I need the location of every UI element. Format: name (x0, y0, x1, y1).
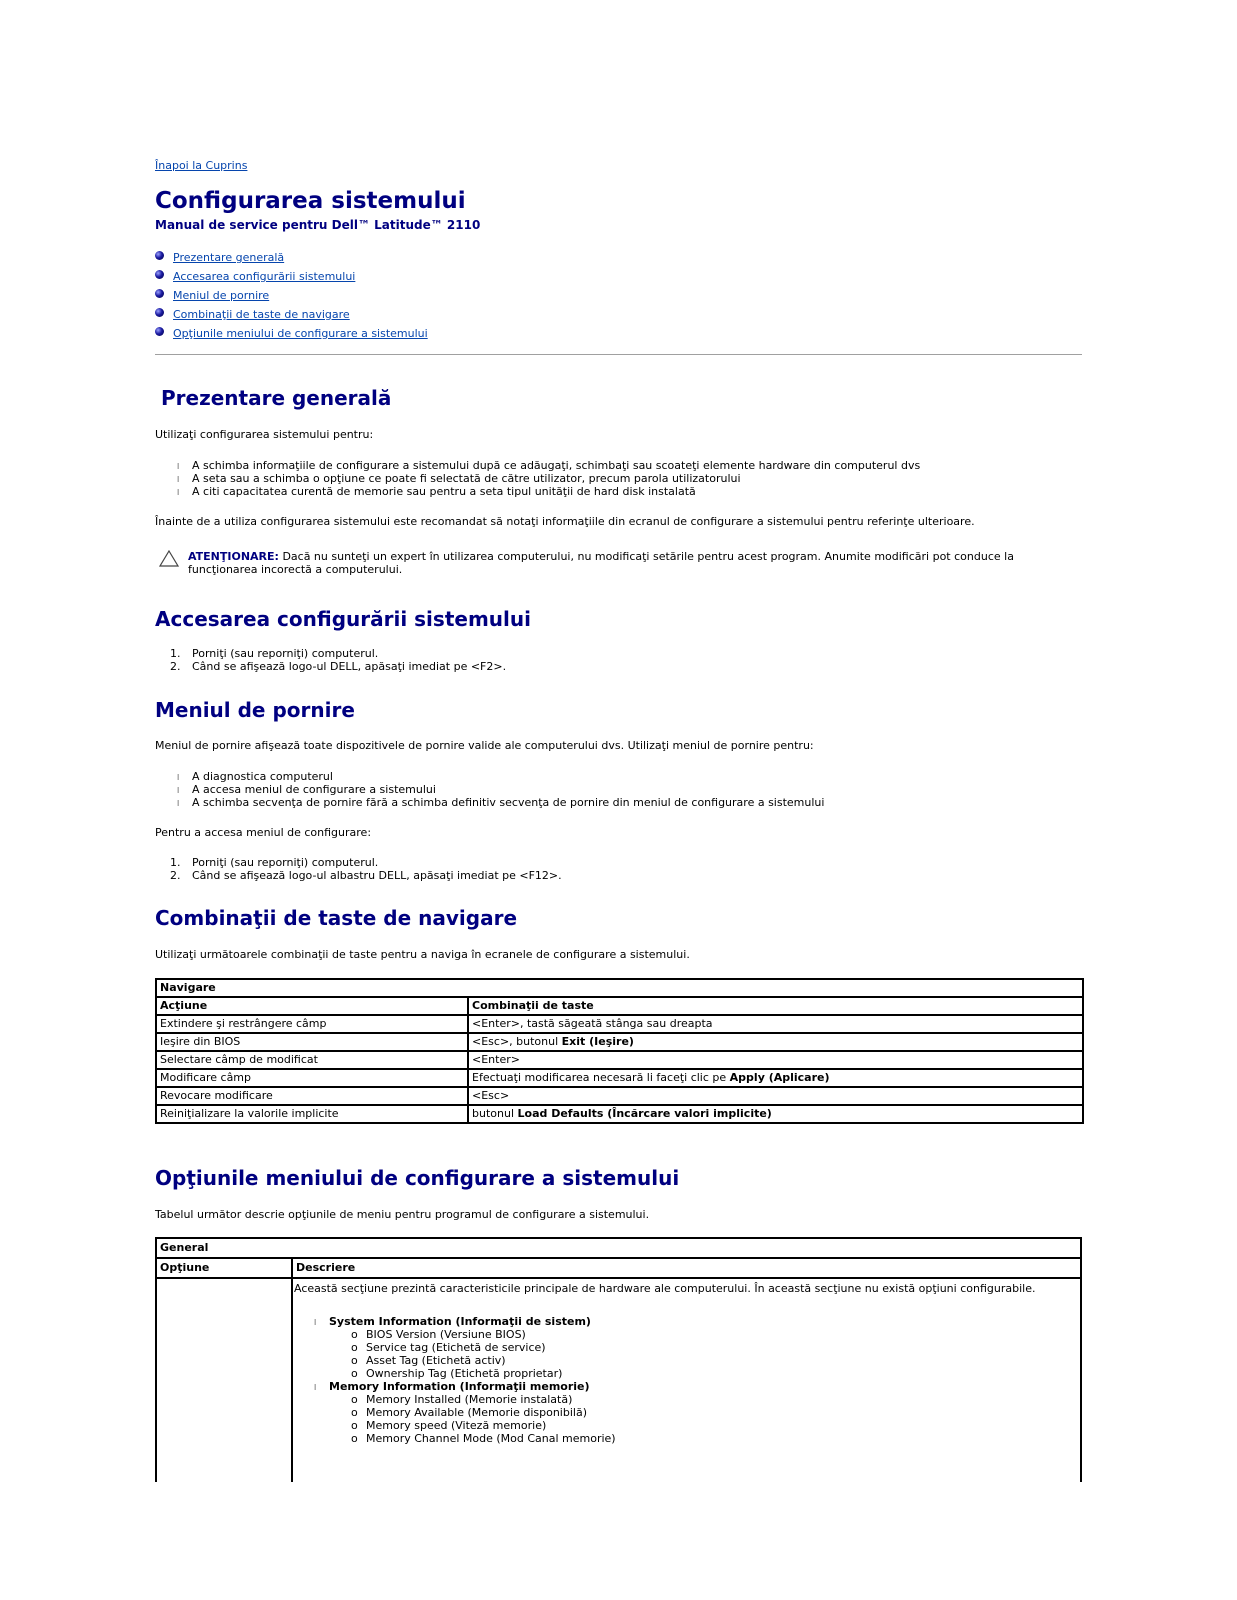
bullet-marker: l (177, 488, 180, 497)
cell-action: Extindere şi restrângere câmp (156, 1015, 468, 1033)
overview-bullet-list (177, 459, 920, 498)
list-item: 2. Când se afişează logo-ul albastru DELL, apăsaţi imediat pe <F12>. (170, 869, 562, 882)
table-row (156, 1069, 1083, 1087)
list-item: 2. Când se afişează logo-ul DELL, apăsaţi imediat pe <F2>. (170, 660, 507, 673)
section-heading-navigation-keys: Combinaţii de taste de navigare (155, 906, 518, 930)
table-row (156, 1015, 1083, 1033)
overview-intro: Utilizaţi configurarea sistemului pentru: (155, 428, 374, 441)
column-header-keys: Combinaţii de taste (468, 997, 1083, 1015)
option-cell (155, 1277, 293, 1482)
list-item: l A citi capacitatea curentă de memorie sau pentru a seta tipul unităţii de hard disk instalată (177, 485, 696, 498)
cell-action: Revocare modificare (156, 1087, 468, 1105)
cell-keys: butonul Load Defaults (Încărcare valori implicite) (468, 1105, 1083, 1123)
list-item: l A schimba secvenţa de pornire fără a schimba definitiv secvenţa de pornire din meniul de configurare a sistemului (177, 796, 825, 809)
list-item: l Memory Information (Informaţii memorie) (314, 1380, 590, 1393)
caution-label: ATENŢIONARE: (188, 550, 279, 563)
toc-item (155, 305, 428, 324)
toc-link-navigation-keys[interactable]: Combinaţii de taste de navigare (173, 308, 350, 321)
list-item: l A diagnostica computerul (177, 770, 333, 783)
list-item: o Service tag (Etichetă de service) (351, 1341, 546, 1354)
cell-action: Modificare câmp (156, 1069, 468, 1087)
back-to-contents-link[interactable]: Înapoi la Cuprins (155, 159, 248, 172)
list-item: o Memory Installed (Memorie instalată) (351, 1393, 573, 1406)
list-item: o Asset Tag (Etichetă activ) (351, 1354, 506, 1367)
list-item: l A seta sau a schimba o opţiune ce poate fi selectată de către utilizator, precum parola utilizatorului (177, 472, 741, 485)
options-intro: Tabelul următor descrie opţiunile de meniu pentru programul de configurare a sistemului. (155, 1208, 650, 1221)
toc-link-setup-options[interactable]: Opţiunile meniului de configurare a sistemului (173, 327, 428, 340)
list-item: 1. Porniţi (sau reporniţi) computerul. (170, 856, 379, 869)
list-item: 1. Porniţi (sau reporniţi) computerul. (170, 647, 379, 660)
bullet-marker: l (177, 786, 180, 795)
list-item: o Memory speed (Viteză memorie) (351, 1419, 547, 1432)
column-header-action: Acţiune (156, 997, 468, 1015)
toc-link-access[interactable]: Accesarea configurării sistemului (173, 270, 356, 283)
bullet-marker: l (177, 462, 180, 471)
bullet-icon (155, 289, 164, 298)
list-item: l System Information (Informaţii de sistem) (314, 1315, 591, 1328)
bullet-icon (155, 327, 164, 336)
bullet-marker: l (177, 475, 180, 484)
horizontal-divider (155, 354, 1082, 355)
table-title-row (155, 1237, 1082, 1259)
cell-keys: <Esc>, butonul Exit (Ieşire) (468, 1033, 1083, 1051)
cell-action: Reiniţializare la valorile implicite (156, 1105, 468, 1123)
toc-item (155, 286, 428, 305)
toc-item (155, 248, 428, 267)
cell-action: Ieşire din BIOS (156, 1033, 468, 1051)
list-item: o BIOS Version (Versiune BIOS) (351, 1328, 526, 1341)
bullet-icon (155, 308, 164, 317)
list-item: l A accesa meniul de configurare a sistemului (177, 783, 436, 796)
cell-keys: Efectuaţi modificarea necesară li faceţi clic pe Apply (Aplicare) (468, 1069, 1083, 1087)
cell-keys: <Esc> (468, 1087, 1083, 1105)
table-row (156, 1033, 1083, 1051)
bullet-marker: l (177, 799, 180, 808)
general-description: Această secţiune prezintă caracteristicile principale de hardware ale computerului. În această secţiune nu există opţiuni configurabile. (294, 1282, 1036, 1295)
cell-keys: <Enter> (468, 1051, 1083, 1069)
table-header-row (156, 997, 1083, 1015)
overview-note: Înainte de a utiliza configurarea sistemului este recomandat să notaţi informaţiile din ecranul de configurare a sistemului pentru referinţe ulterioare. (155, 515, 975, 528)
toc-link-overview[interactable]: Prezentare generală (173, 251, 285, 264)
table-title: General (160, 1241, 209, 1254)
list-item: l A schimba informaţiile de configurare a sistemului după ce adăugaţi, schimbaţi sau scoateţi elemente hardware din computerul dvs (177, 459, 921, 472)
boot-steps (155, 856, 562, 882)
navigation-keys-table (155, 978, 1084, 1124)
section-heading-boot-menu: Meniul de pornire (155, 698, 355, 722)
list-item: o Memory Channel Mode (Mod Canal memorie) (351, 1432, 616, 1445)
section-heading-access: Accesarea configurării sistemului (155, 607, 531, 631)
table-row (156, 1105, 1083, 1123)
boot-access-intro: Pentru a accesa meniul de configurare: (155, 826, 372, 839)
table-title: Navigare (156, 979, 1083, 997)
bullet-icon (155, 251, 164, 260)
access-steps (155, 647, 506, 673)
bullet-marker: l (177, 773, 180, 782)
table-title-row (156, 979, 1083, 997)
cell-action: Selectare câmp de modificat (156, 1051, 468, 1069)
toc-item (155, 267, 428, 286)
table-of-contents (155, 248, 428, 343)
caution-triangle-icon (159, 550, 179, 567)
navkeys-intro: Utilizaţi următoarele combinaţii de taste pentru a naviga în ecranele de configurare a sistemului. (155, 948, 690, 961)
boot-bullet-list (177, 770, 824, 809)
table-row (156, 1087, 1083, 1105)
list-item: o Memory Available (Memorie disponibilă) (351, 1406, 587, 1419)
column-header-option: Opţiune (155, 1257, 293, 1279)
page-title: Configurarea sistemului (155, 188, 466, 214)
caution-text: ATENŢIONARE: Dacă nu sunteţi un expert în utilizarea computerului, nu modificaţi setările pentru acest program. Anumite modificări pot conduce la funcţionarea incorectă a computerului. (188, 550, 1014, 576)
toc-item (155, 324, 428, 343)
description-cell (291, 1277, 1082, 1482)
section-heading-overview: Prezentare generală (161, 386, 392, 410)
list-item: o Ownership Tag (Etichetă proprietar) (351, 1367, 563, 1380)
bullet-icon (155, 270, 164, 279)
page-subtitle: Manual de service pentru Dell™ Latitude™ 2110 (155, 218, 481, 232)
section-heading-setup-options: Opţiunile meniului de configurare a sistemului (155, 1166, 680, 1190)
general-info-list (314, 1315, 616, 1445)
toc-link-boot-menu[interactable]: Meniul de pornire (173, 289, 270, 302)
cell-keys: <Enter>, tastă săgeată stânga sau dreapta (468, 1015, 1083, 1033)
table-row (156, 1051, 1083, 1069)
column-header-description: Descriere (291, 1257, 1082, 1279)
boot-intro: Meniul de pornire afişează toate dispozitivele de pornire valide ale computerului dvs. Utilizaţi meniul de pornire pentru: (155, 739, 814, 752)
